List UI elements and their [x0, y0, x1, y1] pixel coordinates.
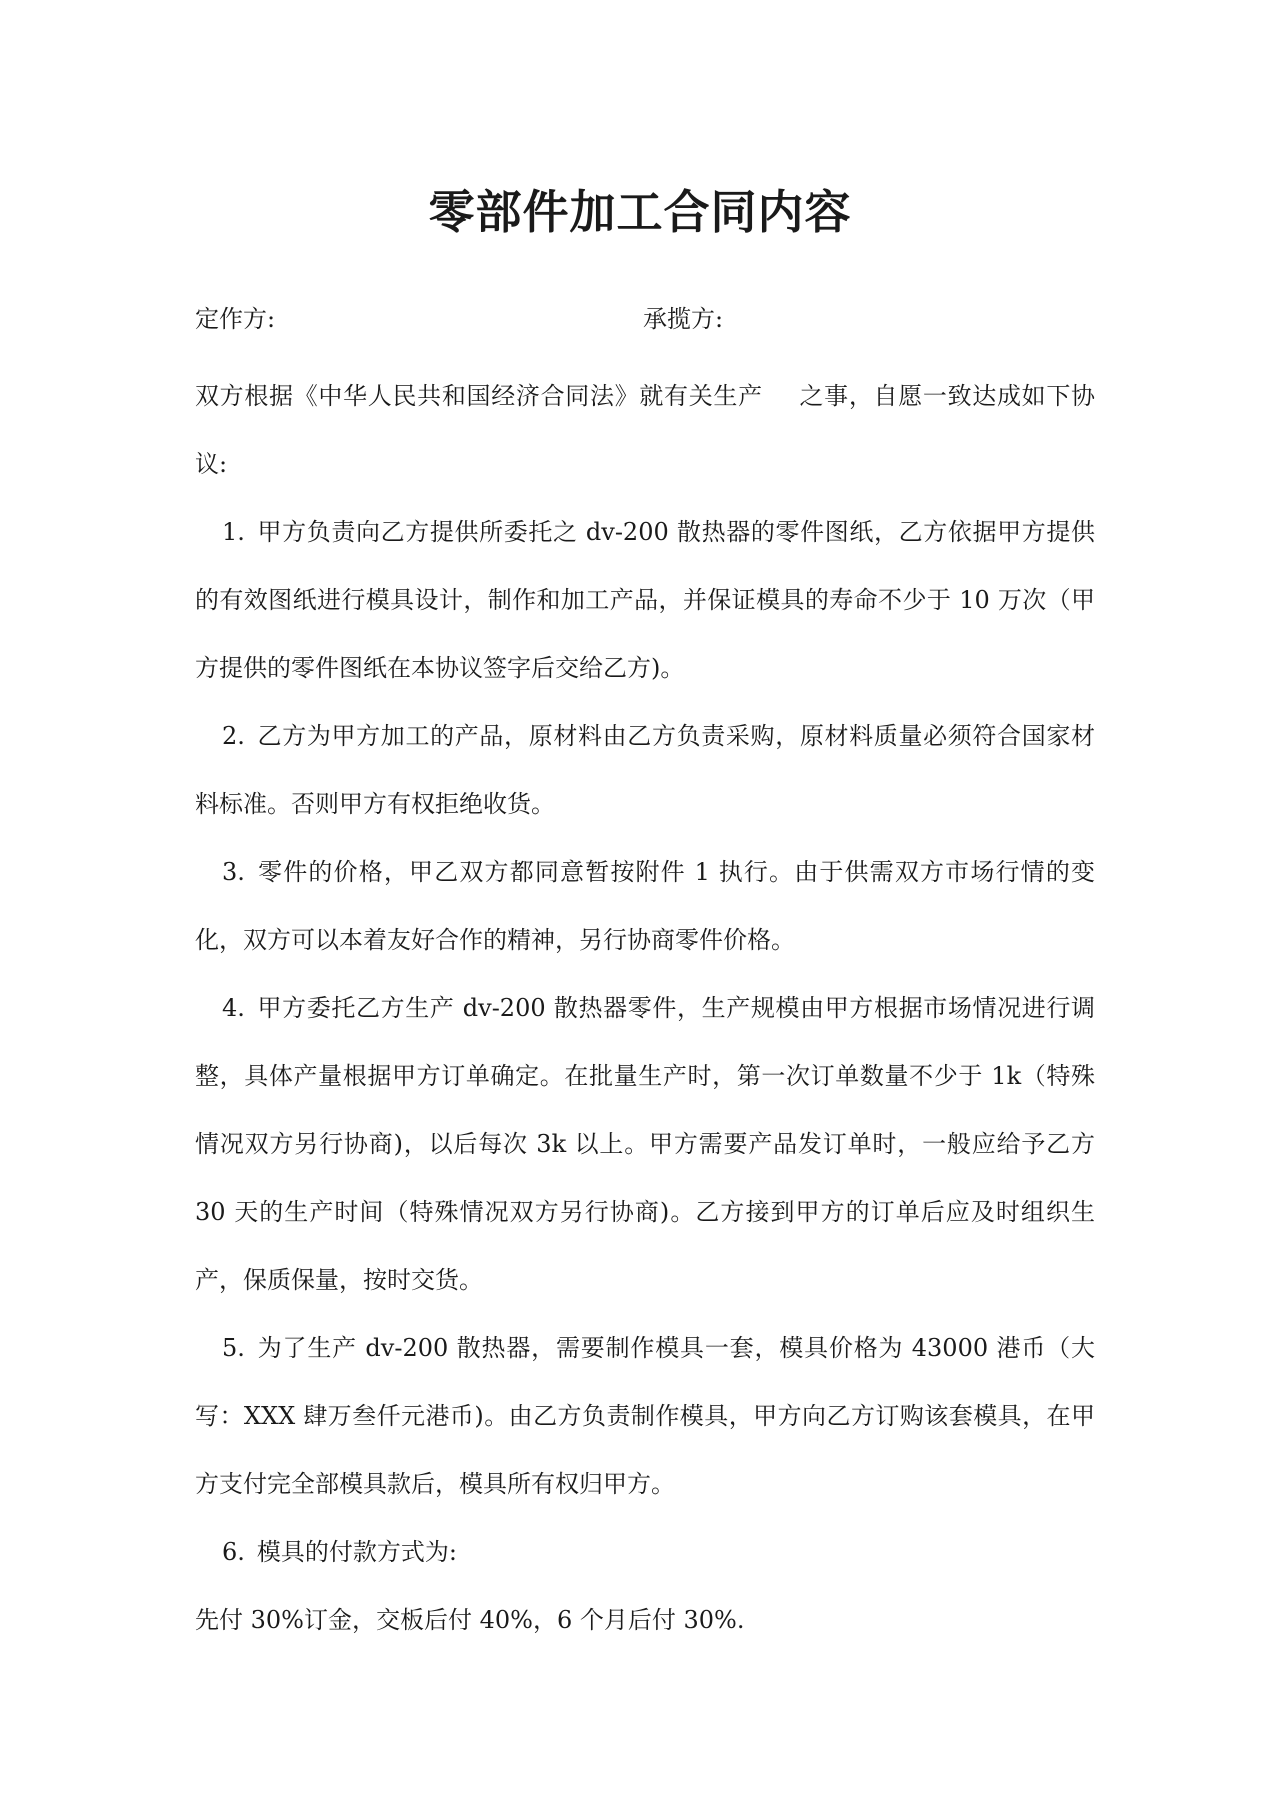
payment-terms: 先付 30%订金，交板后付 40%，6 个月后付 30%.: [195, 1606, 745, 1634]
party-b-label: 承揽方:: [643, 305, 724, 333]
clause-4: [195, 974, 1095, 1314]
clause-6: [195, 1518, 1095, 1586]
clause-2: [195, 702, 1095, 838]
clause-text: 甲方委托乙方生产 dv-200 散热器零件，生产规模由甲方根据市场情况进行调整，具体产量根据甲方订单确定。在批量生产时，第一次订单数量不少于 1k（特殊情况双方另行协商)，以后每次 3k 以上。甲方需要产品发订单时，一般应给予乙方 30 天的生产时间（特殊情况双方另行协商)。乙方接到甲方的订单后应及时组织生产，保质保量，按时交货。: [195, 994, 1095, 1294]
parties-row: [195, 299, 1095, 339]
clause-number: 4.: [222, 994, 245, 1022]
clause-text: 为了生产 dv-200 散热器，需要制作模具一套，模具价格为 43000 港币（大写：XXX 肆万叁仟元港币)。由乙方负责制作模具，甲方向乙方订购该套模具，在甲方支付完全部模具款后，模具所有权归甲方。: [195, 1334, 1095, 1498]
clause-text: 乙方为甲方加工的产品，原材料由乙方负责采购，原材料质量必须符合国家材料标准。否则甲方有权拒绝收货。: [195, 722, 1095, 818]
intro-paragraph: [195, 362, 1095, 498]
clause-text: 模具的付款方式为:: [256, 1538, 457, 1566]
clause-number: 3.: [222, 858, 245, 886]
clause-3: [195, 838, 1095, 974]
clause-5: [195, 1314, 1095, 1518]
intro-text-part1: 双方根据《中华人民共和国经济合同法》就有关生产: [195, 382, 763, 410]
contract-body: [195, 362, 1095, 1654]
clause-number: 6.: [222, 1538, 245, 1566]
clause-number: 2.: [222, 722, 245, 750]
clause-text: 零件的价格，甲乙双方都同意暂按附件 1 执行。由于供需双方市场行情的变化，双方可以本着友好合作的精神，另行协商零件价格。: [195, 858, 1095, 954]
party-a-label: 定作方:: [195, 305, 276, 333]
clause-1: [195, 498, 1095, 702]
clause-number: 1.: [222, 518, 245, 546]
document-title: 零部件加工合同内容: [428, 185, 852, 239]
clause-text: 甲方负责向乙方提供所委托之 dv-200 散热器的零件图纸，乙方依据甲方提供的有效图纸进行模具设计，制作和加工产品，并保证模具的寿命不少于 10 万次（甲方提供的零件图纸在本协议签字后交给乙方)。: [195, 518, 1095, 682]
intro-text-part2: 之事，自愿一致达成如下协议:: [195, 382, 1096, 478]
clause-number: 5.: [222, 1334, 245, 1362]
